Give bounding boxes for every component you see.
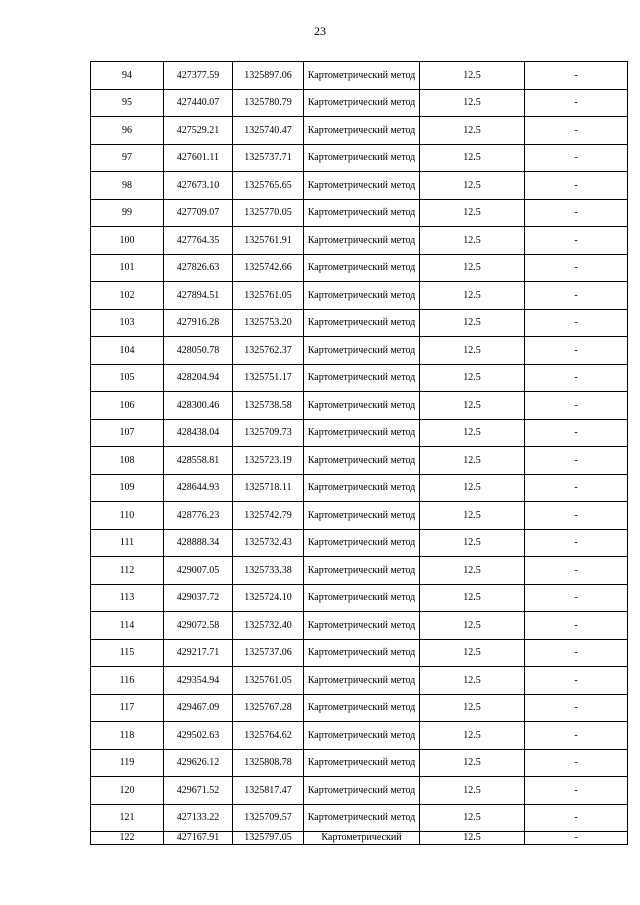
table-row: [91, 282, 628, 310]
x-coordinate-cell: 428558.81: [164, 447, 233, 475]
note-cell: -: [525, 777, 628, 805]
x-coordinate-cell: 428300.46: [164, 392, 233, 420]
method-cell: Картометрический метод: [304, 667, 420, 695]
note-cell: -: [525, 309, 628, 337]
note-cell: -: [525, 117, 628, 145]
method-cell: Картометрический метод: [304, 172, 420, 200]
page-number: 23: [314, 24, 326, 38]
point-number-cell: 94: [91, 62, 164, 90]
y-coordinate-cell: 1325761.05: [233, 282, 304, 310]
y-coordinate-cell: 1325733.38: [233, 557, 304, 585]
accuracy-cell: 12.5: [420, 694, 525, 722]
accuracy-cell: 12.5: [420, 502, 525, 530]
point-number-cell: 111: [91, 529, 164, 557]
x-coordinate-cell: 427673.10: [164, 172, 233, 200]
point-number-cell: 122: [91, 832, 164, 845]
table-row: [91, 419, 628, 447]
point-number-cell: 115: [91, 639, 164, 667]
note-cell: -: [525, 364, 628, 392]
y-coordinate-cell: 1325808.78: [233, 749, 304, 777]
table-row: [91, 722, 628, 750]
accuracy-cell: 12.5: [420, 117, 525, 145]
table-row: [91, 392, 628, 420]
x-coordinate-cell: 427133.22: [164, 804, 233, 832]
y-coordinate-cell: 1325709.57: [233, 804, 304, 832]
x-coordinate-cell: 429467.09: [164, 694, 233, 722]
note-cell: -: [525, 584, 628, 612]
method-cell: Картометрический метод: [304, 722, 420, 750]
table-row: [91, 364, 628, 392]
table-row: [91, 144, 628, 172]
accuracy-cell: 12.5: [420, 722, 525, 750]
method-cell: Картометрический метод: [304, 364, 420, 392]
x-coordinate-cell: 429502.63: [164, 722, 233, 750]
table-row: [91, 309, 628, 337]
accuracy-cell: 12.5: [420, 474, 525, 502]
table-row: [91, 557, 628, 585]
y-coordinate-cell: 1325780.79: [233, 89, 304, 117]
table-row: [91, 584, 628, 612]
note-cell: -: [525, 144, 628, 172]
method-cell: Картометрический метод: [304, 804, 420, 832]
table-row: [91, 667, 628, 695]
note-cell: -: [525, 227, 628, 255]
point-number-cell: 106: [91, 392, 164, 420]
accuracy-cell: 12.5: [420, 804, 525, 832]
x-coordinate-cell: 429217.71: [164, 639, 233, 667]
y-coordinate-cell: 1325751.17: [233, 364, 304, 392]
accuracy-cell: 12.5: [420, 639, 525, 667]
accuracy-cell: 12.5: [420, 612, 525, 640]
method-cell: Картометрический метод: [304, 749, 420, 777]
x-coordinate-cell: 428888.34: [164, 529, 233, 557]
table-row: [91, 172, 628, 200]
accuracy-cell: 12.5: [420, 419, 525, 447]
note-cell: -: [525, 667, 628, 695]
point-number-cell: 104: [91, 337, 164, 365]
note-cell: -: [525, 172, 628, 200]
accuracy-cell: 12.5: [420, 392, 525, 420]
table-row: [91, 254, 628, 282]
y-coordinate-cell: 1325732.43: [233, 529, 304, 557]
x-coordinate-cell: 428438.04: [164, 419, 233, 447]
method-cell: Картометрический метод: [304, 282, 420, 310]
x-coordinate-cell: 429626.12: [164, 749, 233, 777]
accuracy-cell: 12.5: [420, 337, 525, 365]
x-coordinate-cell: 428776.23: [164, 502, 233, 530]
table-row: [91, 832, 628, 845]
method-cell: Картометрический метод: [304, 144, 420, 172]
table-row: [91, 529, 628, 557]
note-cell: -: [525, 612, 628, 640]
coordinates-table: [90, 61, 628, 845]
accuracy-cell: 12.5: [420, 227, 525, 255]
note-cell: -: [525, 392, 628, 420]
y-coordinate-cell: 1325737.71: [233, 144, 304, 172]
table-row: [91, 694, 628, 722]
note-cell: -: [525, 639, 628, 667]
x-coordinate-cell: 428050.78: [164, 337, 233, 365]
note-cell: -: [525, 447, 628, 475]
table-row: [91, 199, 628, 227]
method-cell: Картометрический: [304, 832, 420, 845]
note-cell: -: [525, 62, 628, 90]
accuracy-cell: 12.5: [420, 529, 525, 557]
point-number-cell: 114: [91, 612, 164, 640]
y-coordinate-cell: 1325737.06: [233, 639, 304, 667]
method-cell: Картометрический метод: [304, 89, 420, 117]
point-number-cell: 103: [91, 309, 164, 337]
note-cell: -: [525, 832, 628, 845]
table-row: [91, 639, 628, 667]
y-coordinate-cell: 1325770.05: [233, 199, 304, 227]
y-coordinate-cell: 1325718.11: [233, 474, 304, 502]
accuracy-cell: 12.5: [420, 254, 525, 282]
note-cell: -: [525, 282, 628, 310]
method-cell: Картометрический метод: [304, 612, 420, 640]
point-number-cell: 95: [91, 89, 164, 117]
note-cell: -: [525, 474, 628, 502]
accuracy-cell: 12.5: [420, 447, 525, 475]
accuracy-cell: 12.5: [420, 144, 525, 172]
point-number-cell: 98: [91, 172, 164, 200]
accuracy-cell: 12.5: [420, 749, 525, 777]
table-row: [91, 474, 628, 502]
note-cell: -: [525, 337, 628, 365]
method-cell: Картометрический метод: [304, 419, 420, 447]
x-coordinate-cell: 428644.93: [164, 474, 233, 502]
note-cell: -: [525, 557, 628, 585]
x-coordinate-cell: 429671.52: [164, 777, 233, 805]
method-cell: Картометрический метод: [304, 529, 420, 557]
point-number-cell: 100: [91, 227, 164, 255]
x-coordinate-cell: 429354.94: [164, 667, 233, 695]
x-coordinate-cell: 427601.11: [164, 144, 233, 172]
y-coordinate-cell: 1325753.20: [233, 309, 304, 337]
x-coordinate-cell: 427916.28: [164, 309, 233, 337]
method-cell: Картометрический метод: [304, 117, 420, 145]
method-cell: Картометрический метод: [304, 62, 420, 90]
y-coordinate-cell: 1325724.10: [233, 584, 304, 612]
note-cell: -: [525, 804, 628, 832]
table-row: [91, 612, 628, 640]
x-coordinate-cell: 427440.07: [164, 89, 233, 117]
y-coordinate-cell: 1325761.91: [233, 227, 304, 255]
table-row: [91, 337, 628, 365]
accuracy-cell: 12.5: [420, 584, 525, 612]
point-number-cell: 118: [91, 722, 164, 750]
x-coordinate-cell: 427826.63: [164, 254, 233, 282]
accuracy-cell: 12.5: [420, 282, 525, 310]
note-cell: -: [525, 419, 628, 447]
x-coordinate-cell: 427377.59: [164, 62, 233, 90]
table-row: [91, 62, 628, 90]
x-coordinate-cell: 429072.58: [164, 612, 233, 640]
point-number-cell: 107: [91, 419, 164, 447]
method-cell: Картометрический метод: [304, 254, 420, 282]
method-cell: Картометрический метод: [304, 502, 420, 530]
table-row: [91, 89, 628, 117]
accuracy-cell: 12.5: [420, 364, 525, 392]
note-cell: -: [525, 694, 628, 722]
y-coordinate-cell: 1325761.05: [233, 667, 304, 695]
accuracy-cell: 12.5: [420, 62, 525, 90]
method-cell: Картометрический метод: [304, 474, 420, 502]
table-row: [91, 502, 628, 530]
y-coordinate-cell: 1325723.19: [233, 447, 304, 475]
accuracy-cell: 12.5: [420, 667, 525, 695]
point-number-cell: 112: [91, 557, 164, 585]
y-coordinate-cell: 1325765.65: [233, 172, 304, 200]
x-coordinate-cell: 429007.05: [164, 557, 233, 585]
point-number-cell: 101: [91, 254, 164, 282]
point-number-cell: 99: [91, 199, 164, 227]
y-coordinate-cell: 1325732.40: [233, 612, 304, 640]
method-cell: Картометрический метод: [304, 557, 420, 585]
x-coordinate-cell: 429037.72: [164, 584, 233, 612]
point-number-cell: 105: [91, 364, 164, 392]
method-cell: Картометрический метод: [304, 584, 420, 612]
y-coordinate-cell: 1325742.66: [233, 254, 304, 282]
point-number-cell: 117: [91, 694, 164, 722]
point-number-cell: 110: [91, 502, 164, 530]
coordinates-table-body: [91, 62, 628, 845]
y-coordinate-cell: 1325762.37: [233, 337, 304, 365]
method-cell: Картометрический метод: [304, 694, 420, 722]
x-coordinate-cell: 427894.51: [164, 282, 233, 310]
accuracy-cell: 12.5: [420, 89, 525, 117]
x-coordinate-cell: 427764.35: [164, 227, 233, 255]
table-row: [91, 117, 628, 145]
point-number-cell: 120: [91, 777, 164, 805]
accuracy-cell: 12.5: [420, 777, 525, 805]
y-coordinate-cell: 1325897.06: [233, 62, 304, 90]
x-coordinate-cell: 427167.91: [164, 832, 233, 845]
x-coordinate-cell: 427709.07: [164, 199, 233, 227]
note-cell: -: [525, 722, 628, 750]
y-coordinate-cell: 1325797.05: [233, 832, 304, 845]
point-number-cell: 102: [91, 282, 164, 310]
y-coordinate-cell: 1325738.58: [233, 392, 304, 420]
note-cell: -: [525, 529, 628, 557]
note-cell: -: [525, 254, 628, 282]
point-number-cell: 121: [91, 804, 164, 832]
accuracy-cell: 12.5: [420, 199, 525, 227]
y-coordinate-cell: 1325767.28: [233, 694, 304, 722]
method-cell: Картометрический метод: [304, 199, 420, 227]
point-number-cell: 109: [91, 474, 164, 502]
y-coordinate-cell: 1325764.62: [233, 722, 304, 750]
y-coordinate-cell: 1325709.73: [233, 419, 304, 447]
table-row: [91, 749, 628, 777]
method-cell: Картометрический метод: [304, 639, 420, 667]
table-row: [91, 227, 628, 255]
method-cell: Картометрический метод: [304, 337, 420, 365]
method-cell: Картометрический метод: [304, 392, 420, 420]
point-number-cell: 113: [91, 584, 164, 612]
point-number-cell: 116: [91, 667, 164, 695]
accuracy-cell: 12.5: [420, 557, 525, 585]
x-coordinate-cell: 427529.21: [164, 117, 233, 145]
y-coordinate-cell: 1325740.47: [233, 117, 304, 145]
method-cell: Картометрический метод: [304, 447, 420, 475]
table-row: [91, 447, 628, 475]
note-cell: -: [525, 89, 628, 117]
point-number-cell: 108: [91, 447, 164, 475]
note-cell: -: [525, 199, 628, 227]
point-number-cell: 119: [91, 749, 164, 777]
point-number-cell: 97: [91, 144, 164, 172]
point-number-cell: 96: [91, 117, 164, 145]
accuracy-cell: 12.5: [420, 832, 525, 845]
accuracy-cell: 12.5: [420, 309, 525, 337]
note-cell: -: [525, 749, 628, 777]
y-coordinate-cell: 1325742.79: [233, 502, 304, 530]
x-coordinate-cell: 428204.94: [164, 364, 233, 392]
method-cell: Картометрический метод: [304, 777, 420, 805]
y-coordinate-cell: 1325817.47: [233, 777, 304, 805]
accuracy-cell: 12.5: [420, 172, 525, 200]
table-row: [91, 804, 628, 832]
table-row: [91, 777, 628, 805]
method-cell: Картометрический метод: [304, 227, 420, 255]
note-cell: -: [525, 502, 628, 530]
method-cell: Картометрический метод: [304, 309, 420, 337]
